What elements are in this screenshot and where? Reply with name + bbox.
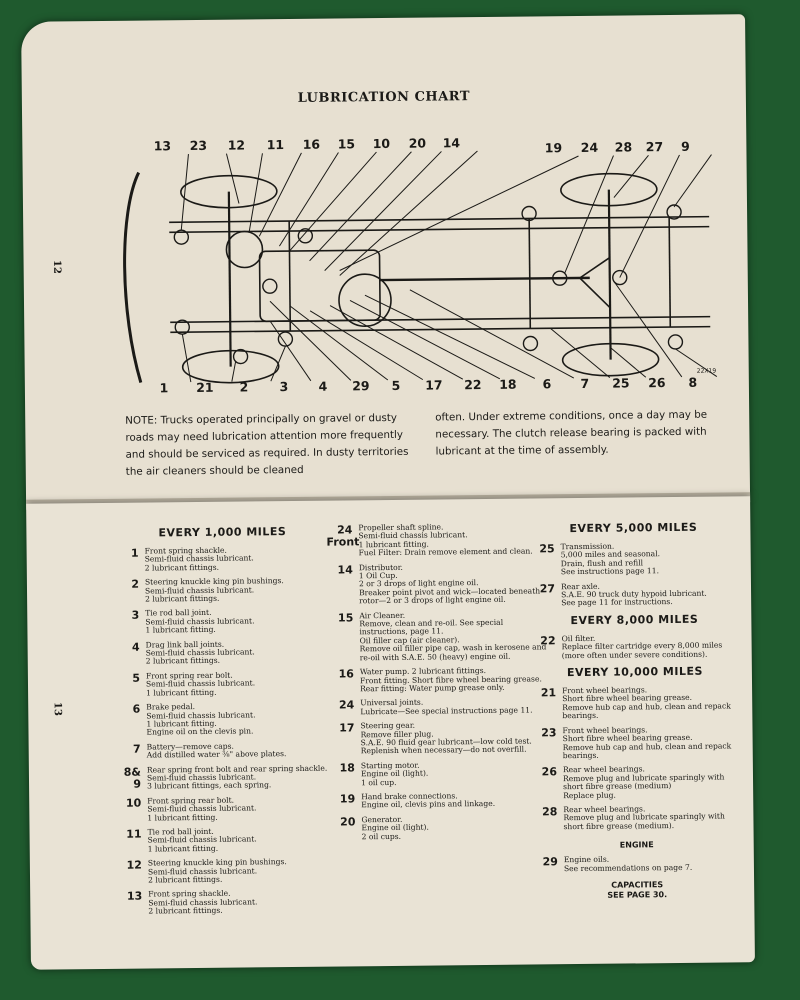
item-text: Engine oils. See recommendations on page 7.	[563, 854, 693, 873]
section-heading: EVERY 5,000 MILES	[569, 520, 698, 536]
callout-12: 12	[227, 137, 246, 153]
lube-item	[326, 522, 548, 558]
section-heading: EVERY 10,000 MILES	[566, 664, 703, 680]
callout-4: 4	[318, 378, 328, 394]
item-text: Starting motor. Engine oil (light). 1 oil cup.	[360, 760, 429, 787]
item-text: Oil filter. Replace filter cartridge every 8,000 miles (more often under severe conditions).	[561, 633, 723, 660]
lube-item	[114, 639, 334, 667]
item-text: Distributor. 1 Oil Cup. 2 or 3 drops of light engine oil. Breaker point pivot and wick—located beneath rotor—2 or 3 drops of light engine oil.	[358, 562, 541, 606]
item-number: 27	[539, 581, 556, 596]
capacities-note: CAPACITIES SEE PAGE 30.	[607, 880, 668, 900]
item-text: Front wheel bearings. Short fibre wheel bearing grease. Remove hub cap and hub, clean and repack bearings.	[562, 724, 732, 761]
callout-19: 19	[544, 140, 563, 156]
callout-23: 23	[189, 137, 208, 154]
lube-item	[116, 889, 336, 917]
lube-item	[529, 541, 739, 577]
callout-10: 10	[372, 135, 391, 152]
callout-17: 17	[425, 377, 443, 393]
item-number: 11	[126, 827, 142, 841]
lube-item	[327, 562, 549, 606]
item-text: Rear wheel bearings. Remove plug and lubricate sparingly with short fibre grease (medium).	[563, 804, 725, 831]
callout-25: 25	[612, 375, 630, 391]
lube-item	[113, 608, 333, 636]
item-text: Front spring rear bolt. Semi-fluid chassis lubricant. 1 lubricant fitting.	[147, 795, 257, 823]
lube-item	[114, 702, 334, 738]
item-text: Tie rod ball joint. Semi-fluid chassis lubricant. 1 lubricant fitting.	[145, 608, 255, 635]
item-text: Steering knuckle king pin bushings. Semi-fluid chassis lubricant. 2 lubricant fittings.	[144, 576, 284, 604]
item-text: Transmission. 5,000 miles and seasonal. Drain, flush and refill See instructions page 11.	[560, 541, 661, 577]
item-text: Propeller shaft spline. Semi-fluid chassis lubricant. 1 lubricant fitting. Fuel Filter: Drain remove element and clean.	[358, 522, 533, 558]
callout-2: 2	[239, 379, 249, 395]
item-number: 18	[339, 761, 355, 775]
item-text: Tie rod ball joint. Semi-fluid chassis lubricant. 1 lubricant fitting.	[147, 826, 257, 854]
callout-26: 26	[648, 375, 666, 391]
callout-7: 7	[580, 375, 590, 391]
item-text: Steering gear. Remove filler plug. S.A.E. 90 fluid gear lubricant—low cold test. Replenish when necessary—do not overfill.	[360, 720, 532, 756]
lube-item	[113, 577, 333, 605]
item-number: 6	[132, 702, 141, 716]
callout-1: 1	[159, 380, 169, 396]
lube-item	[114, 670, 334, 698]
item-text: Steering knuckle king pin bushings. Semi-fluid chassis lubricant. 2 lubricant fittings.	[147, 857, 287, 885]
item-number: 13	[126, 890, 143, 904]
lube-item	[329, 760, 551, 788]
column-1000-miles	[112, 525, 336, 923]
lube-item	[329, 814, 551, 842]
item-number: 19	[339, 792, 356, 806]
callout-21: 21	[196, 379, 214, 396]
item-number: 1	[130, 546, 139, 560]
lube-item	[327, 610, 550, 663]
callout-13: 13	[153, 138, 172, 154]
item-number: 16	[338, 667, 354, 681]
callout-18: 18	[499, 376, 517, 392]
item-number: 7	[132, 742, 141, 756]
item-number: 3	[131, 609, 140, 623]
bottom-page	[26, 496, 755, 970]
item-number: 17	[339, 721, 355, 735]
item-text: Generator. Engine oil (light). 2 oil cups.	[361, 814, 429, 841]
lube-item	[532, 854, 742, 873]
lube-item	[530, 685, 740, 721]
lube-item	[328, 698, 550, 717]
callout-11: 11	[266, 137, 285, 153]
item-number: 28	[541, 805, 558, 819]
section-heading: EVERY 8,000 MILES	[570, 612, 699, 627]
chassis-diagram	[108, 127, 717, 405]
item-text: Front spring rear bolt. Semi-fluid chassis lubricant. 1 lubricant fitting.	[145, 670, 256, 698]
item-number: 29	[542, 855, 558, 869]
item-number: 8& 9	[123, 765, 142, 791]
item-text: Front wheel bearings. Short fibre wheel bearing grease. Remove hub cap and hub, clean and repack bearings.	[562, 685, 731, 721]
item-text: Drag link ball joints. Semi-fluid chassis lubricant. 2 lubricant fittings.	[145, 639, 255, 667]
item-number: 22	[540, 634, 556, 648]
lube-item	[115, 764, 335, 792]
column-5000-10000-miles	[528, 520, 742, 901]
item-text: Hand brake connections. Engine oil, clevis pins and linkage.	[361, 791, 496, 810]
page-number-13: 13	[51, 701, 63, 716]
callout-16: 16	[302, 136, 321, 152]
callout-28: 28	[614, 139, 633, 155]
item-text: Universal joints. Lubricate—See special instructions page 11.	[360, 697, 533, 717]
item-text: Front spring shackle. Semi-fluid chassis lubricant. 2 lubricant fittings.	[144, 545, 254, 573]
item-number: 2	[131, 577, 140, 591]
item-text: Water pump. 2 lubricant fittings. Front fitting. Short fibre wheel bearing grease. Rear fitting: Water pump grease only.	[359, 666, 542, 694]
callout-5: 5	[391, 377, 401, 393]
lube-item	[530, 725, 740, 761]
item-number: 21	[540, 686, 557, 700]
item-text: Front spring shackle. Semi-fluid chassis lubricant. 2 lubricant fittings.	[148, 889, 258, 916]
lube-item	[328, 720, 550, 756]
lube-item	[115, 795, 335, 823]
callout-14: 14	[442, 135, 461, 151]
column-middle	[326, 522, 551, 847]
diagram-code: 22X19	[696, 367, 717, 375]
item-number: 10	[125, 796, 142, 810]
lube-item	[531, 765, 741, 801]
lube-item	[116, 858, 336, 886]
top-page	[21, 14, 750, 504]
callout-8: 8	[688, 374, 698, 390]
page-number-12: 12	[51, 259, 63, 274]
lube-item	[328, 666, 550, 694]
item-text: Battery—remove caps. Add distilled water ⅜" above plates.	[146, 741, 287, 760]
item-number: 20	[340, 815, 356, 829]
lube-item	[116, 827, 336, 855]
item-number: 5	[132, 671, 141, 685]
item-number: 23	[541, 725, 557, 740]
item-number: 26	[541, 765, 558, 779]
callout-6: 6	[542, 376, 552, 392]
item-number: 24 Front	[326, 523, 360, 549]
callout-27: 27	[645, 139, 664, 155]
callout-24: 24	[580, 139, 599, 155]
section-heading: EVERY 1,000 MILES	[158, 525, 287, 540]
engine-heading: ENGINE	[619, 840, 654, 850]
item-number: 14	[337, 562, 353, 577]
item-number: 15	[337, 611, 354, 625]
page-title: LUBRICATION CHART	[297, 89, 471, 106]
callout-9: 9	[680, 138, 690, 154]
lube-item	[115, 741, 335, 760]
lube-item	[529, 581, 739, 608]
item-text: Rear spring front bolt and rear spring shackle. Semi-fluid chassis lubricant. 3 lubricant fittings, each spring.	[146, 763, 328, 791]
callout-20: 20	[408, 135, 427, 151]
booklet	[21, 14, 755, 970]
item-number: 12	[126, 858, 142, 872]
lube-item	[530, 633, 740, 660]
callout-29: 29	[352, 378, 370, 394]
item-text: Rear axle. S.A.E. 90 truck duty hypoid lubricant. See page 11 for instructions.	[560, 581, 707, 608]
lube-item	[329, 791, 551, 810]
note-left: NOTE: Trucks operated principally on gravel or dusty roads may need lubrication attention more frequently and should be serviced as required. In dusty territories the air cleaners should be cleaned	[125, 411, 409, 478]
callout-22: 22	[464, 377, 482, 393]
item-number: 4	[131, 640, 140, 654]
lube-item	[531, 804, 741, 831]
item-number: 24	[338, 698, 355, 712]
item-text: Brake pedal. Semi-fluid chassis lubricant. 1 lubricant fitting. Engine oil on the clevis pin.	[146, 702, 256, 737]
lube-item	[113, 546, 333, 574]
item-number: 25	[539, 542, 555, 556]
callout-3: 3	[279, 379, 289, 395]
callout-15: 15	[337, 136, 356, 152]
note-right: often. Under extreme conditions, once a day may be necessary. The clutch release bearing is packed with lubricant at the time of assembly.	[435, 408, 708, 458]
item-text: Air Cleaner. Remove, clean and re-oil. See special instructions, page 11. Oil filler cap (air cleaner). Remove oil filler pipe cap, wash in kerosene and re-oil with S.A.E. 50 (heavy) engine oil.	[359, 610, 547, 662]
item-text: Rear wheel bearings. Remove plug and lubricate sparingly with short fibre grease (medium) Replace plug.	[562, 764, 725, 800]
